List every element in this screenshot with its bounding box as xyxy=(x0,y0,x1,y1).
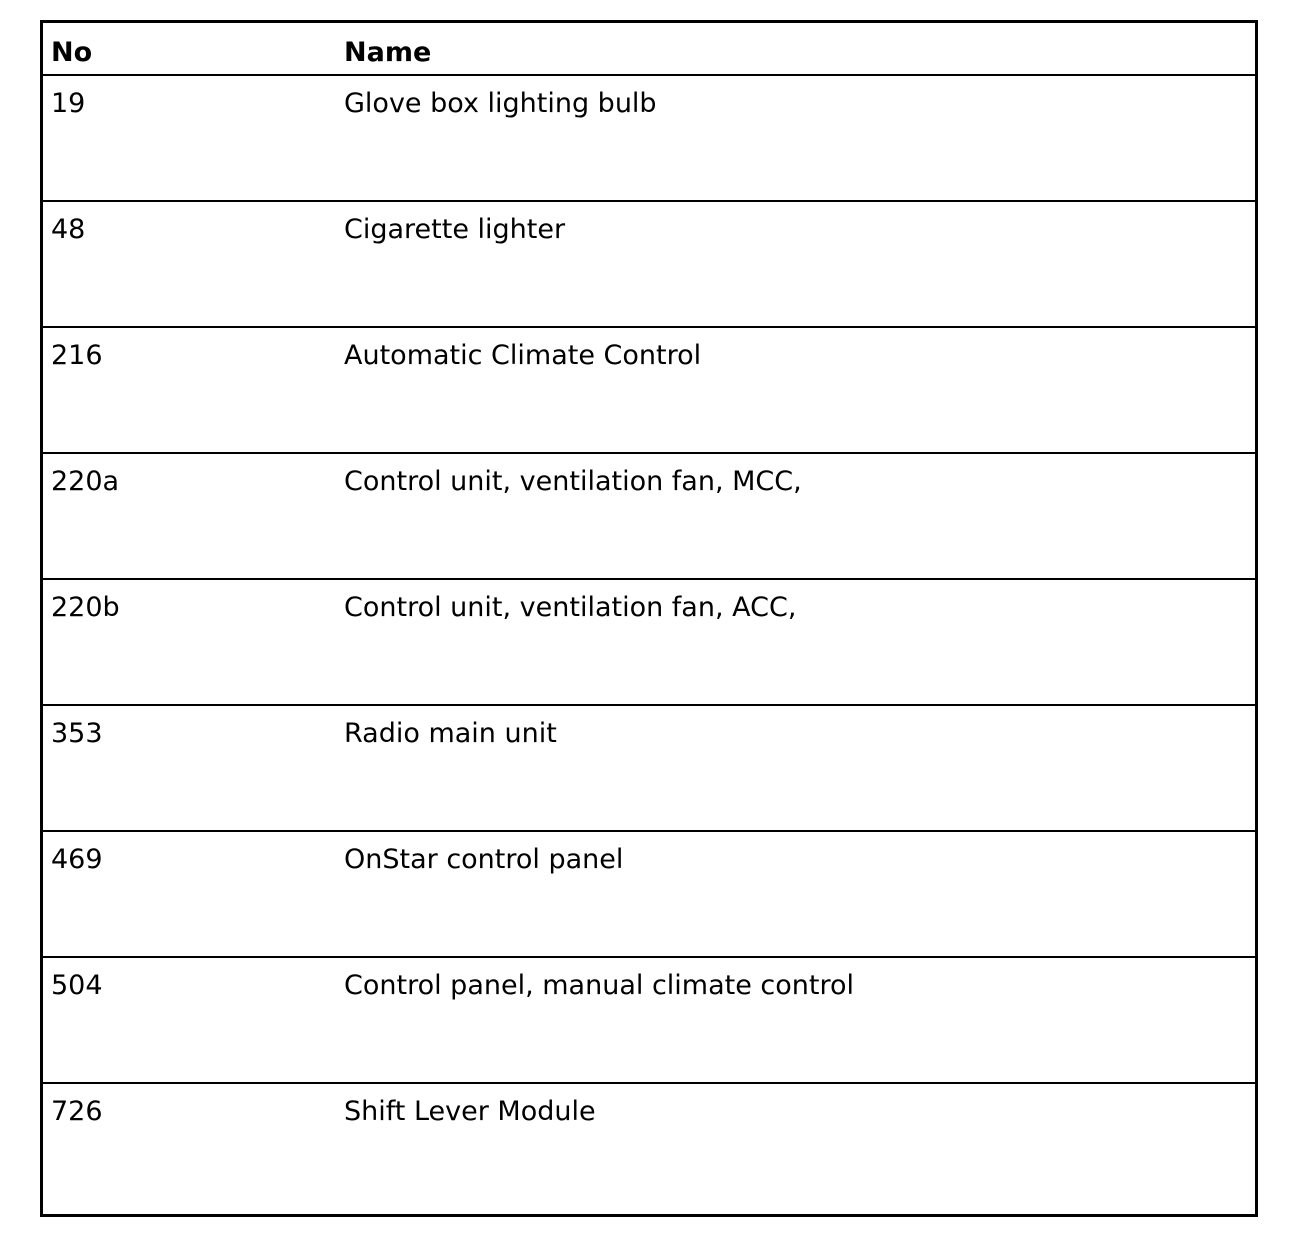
cell-no: 220a xyxy=(43,453,344,579)
table-row xyxy=(43,831,1255,957)
cell-name: Cigarette lighter xyxy=(344,201,1255,327)
cell-no: 469 xyxy=(43,831,344,957)
column-header-name: Name xyxy=(344,23,1255,75)
cell-no: 48 xyxy=(43,201,344,327)
cell-no: 504 xyxy=(43,957,344,1083)
table-row xyxy=(43,1083,1255,1209)
cell-name: Automatic Climate Control xyxy=(344,327,1255,453)
cell-name: Shift Lever Module xyxy=(344,1096,596,1127)
table-row xyxy=(43,75,1255,201)
cell-name: Radio main unit xyxy=(344,705,1255,831)
cell-no: 19 xyxy=(43,75,344,201)
cell-no: 726 xyxy=(51,1096,103,1127)
table-row xyxy=(43,201,1255,327)
cell-no: 220b xyxy=(43,579,344,705)
table-header-row xyxy=(43,23,1255,75)
cell-name: Control unit, ventilation fan, MCC, xyxy=(344,453,1255,579)
column-header-no: No xyxy=(43,23,344,75)
parts-table xyxy=(43,23,1255,1209)
table-row xyxy=(43,705,1255,831)
cell-name: Glove box lighting bulb xyxy=(344,75,1255,201)
parts-table-frame xyxy=(40,20,1258,1217)
cell-name: Control panel, manual climate control xyxy=(344,957,1255,1083)
table-row xyxy=(43,579,1255,705)
cell-no: 216 xyxy=(43,327,344,453)
cell-name: OnStar control panel xyxy=(344,831,1255,957)
cell-no: 353 xyxy=(43,705,344,831)
cell-name: Control unit, ventilation fan, ACC, xyxy=(344,579,1255,705)
table-row xyxy=(43,957,1255,1083)
table-row xyxy=(43,327,1255,453)
table-row xyxy=(43,453,1255,579)
